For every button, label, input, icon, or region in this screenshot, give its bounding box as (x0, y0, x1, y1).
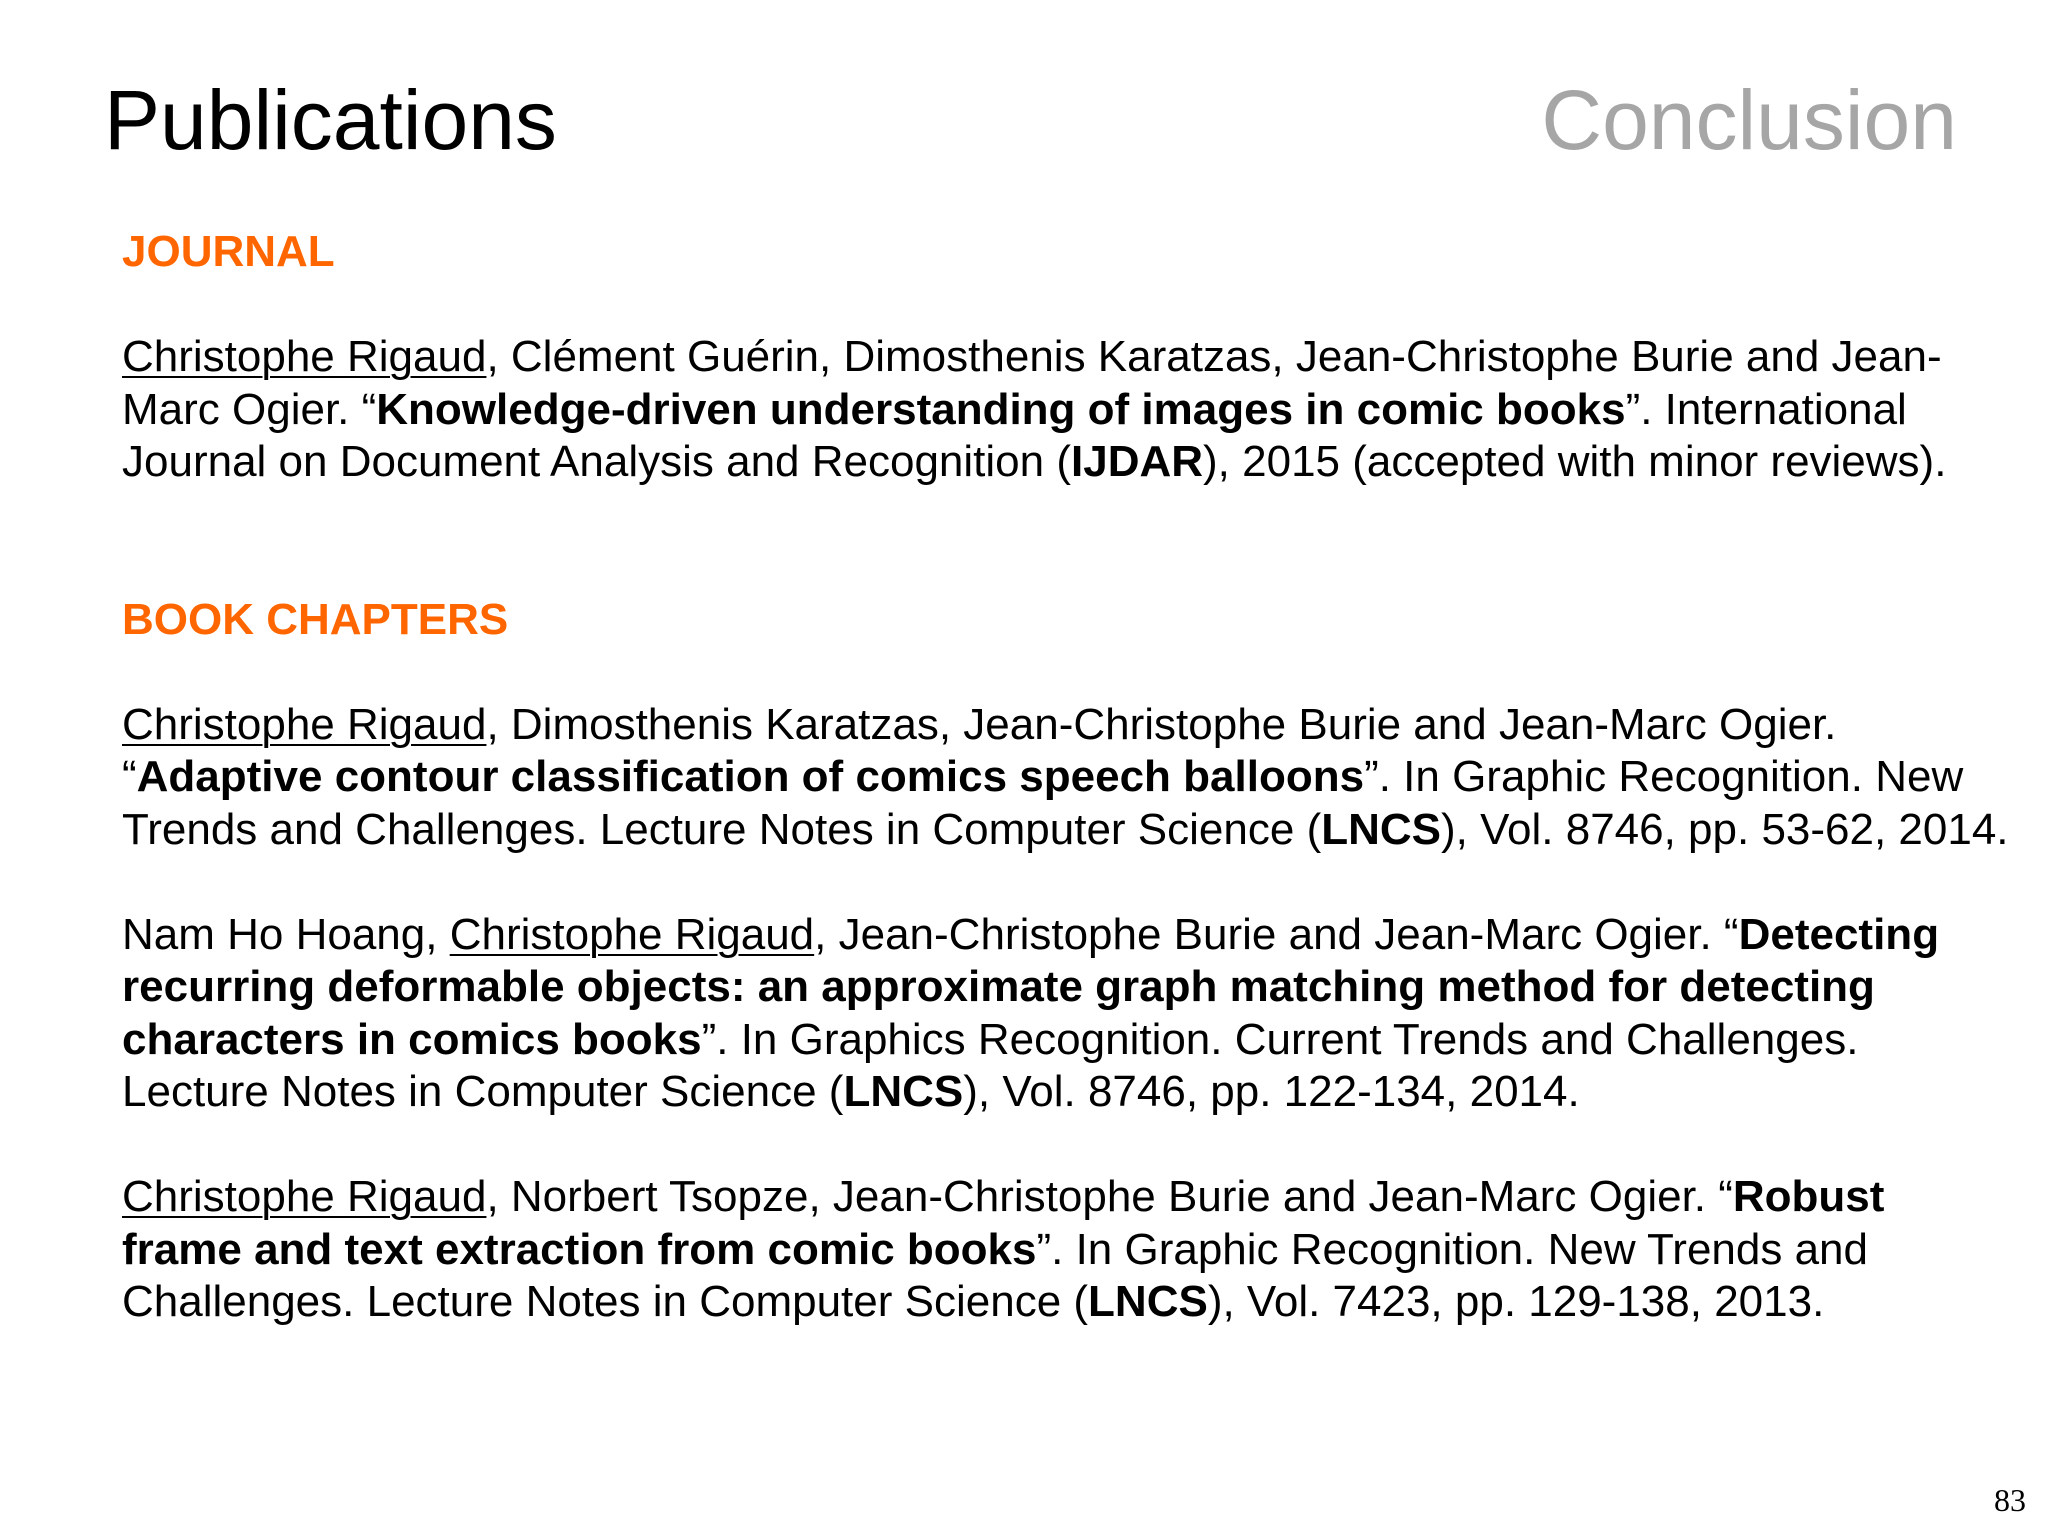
paper-title: Knowledge-driven understanding of images in comic books (376, 384, 1626, 434)
publication-list (122, 226, 2012, 1329)
author-highlight: Christophe Rigaud (122, 1172, 487, 1221)
publication-details: ), Vol. 8746, pp. 122-134, 2014. (963, 1067, 1580, 1116)
journal-entry (122, 331, 2012, 489)
publication-info: ”. International Journal on Document Analysis and Recognition ( (122, 384, 1907, 486)
journal-heading: JOURNAL (122, 227, 335, 276)
author-highlight: Christophe Rigaud (122, 699, 487, 749)
publication-details: ), Vol. 8746, pp. 53-62, 2014. (1441, 804, 2009, 854)
publication-info: ”. In Graphic Recognition. New Trends and Challenges. Lecture Notes in Computer Science ( (122, 752, 1964, 854)
book-chapter-entry (122, 699, 2012, 857)
book-chapter-entry (122, 909, 2012, 1119)
venue-abbrev: LNCS (1088, 1277, 1208, 1326)
page-number: 83 (1994, 1482, 2026, 1518)
authors: , Clément Guérin, Dimosthenis Karatzas, Jean-Christophe Burie and Jean-Marc Ogier. “ (122, 332, 1942, 434)
paper-title: Detecting recurring deformable objects: an approximate graph matching method for detecting characters in comics books (122, 909, 1940, 1064)
book-chapters-heading: BOOK CHAPTERS (122, 594, 509, 644)
authors: , Jean-Christophe Burie and Jean-Marc Ogier. “ (814, 909, 1739, 959)
author-highlight: Christophe Rigaud (122, 332, 487, 381)
section-label: Conclusion (1541, 73, 1957, 167)
authors: , Dimosthenis Karatzas, Jean-Christophe Burie and Jean-Marc Ogier. “ (122, 699, 1837, 801)
publication-info: ”. In Graphic Recognition. New Trends and Challenges. Lecture Notes in Computer Science ( (122, 1224, 1868, 1326)
publication-info: ”. In Graphics Recognition. Current Trends and Challenges. Lecture Notes in Computer Science ( (122, 1014, 1859, 1116)
authors-before: Nam Ho Hoang, (122, 909, 450, 959)
venue-abbrev: IJDAR (1071, 437, 1204, 486)
publication-details: ), Vol. 7423, pp. 129-138, 2013. (1207, 1277, 1825, 1326)
publication-details: ), 2015 (accepted with minor reviews). (1203, 437, 1947, 486)
book-chapter-entry (122, 1171, 2012, 1329)
venue-abbrev: LNCS (1321, 804, 1441, 854)
slide-title: Publications (104, 73, 557, 167)
paper-title: Adaptive contour classification of comics speech balloons (136, 752, 1365, 801)
author-highlight: Christophe Rigaud (449, 909, 815, 959)
authors: , Norbert Tsopze, Jean-Christophe Burie and Jean-Marc Ogier. “ (486, 1172, 1733, 1221)
venue-abbrev: LNCS (843, 1067, 964, 1116)
paper-title: Robust frame and text extraction from comic books (122, 1172, 1885, 1274)
